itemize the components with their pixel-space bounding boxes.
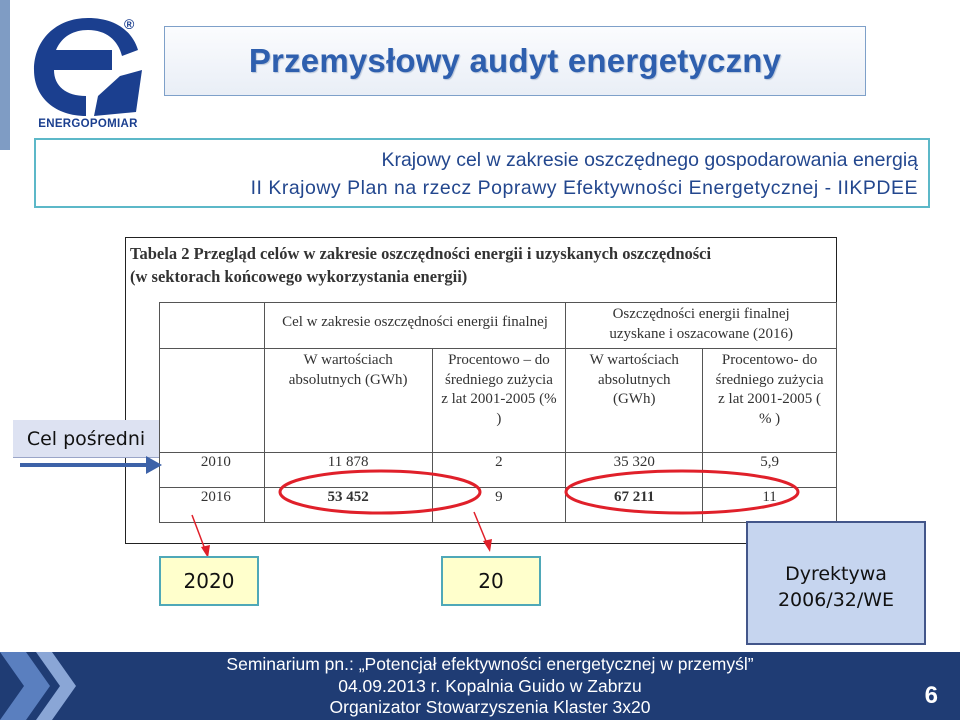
cell-abs-target: 53 452 (264, 488, 432, 523)
table-column-header-row (160, 349, 837, 453)
table-caption-line-2: (w sektorach końcowego wykorzystania energii) (130, 267, 468, 286)
subtitle-box (34, 138, 930, 208)
cell-abs-achieved: 35 320 (566, 453, 703, 488)
cell-pct-target: 9 (432, 488, 566, 523)
directive-callout (746, 521, 926, 645)
page-number: 6 (924, 682, 938, 709)
col-header-pct-achieved: Procentowo- do średniego zużycia z lat 2001-2005 ( % ) (703, 349, 837, 453)
group-header-achieved: Oszczędności energii finalnej uzyskane i oszacowane (2016) (566, 303, 837, 349)
target-year-callout: 2020 (159, 556, 259, 606)
footer-line-3: Organizator Stowarzyszenia Klaster 3x20 (329, 697, 651, 717)
footer-chevron-icon (0, 652, 100, 720)
col-header-abs-achieved: W wartościach absolutnych (GWh) (566, 349, 703, 453)
subtitle-line-1: Krajowy cel w zakresie oszczędnego gospodarowania energią (381, 149, 918, 171)
left-accent-strip (0, 0, 10, 150)
footer-line-1: Seminarium pn.: „Potencjał efektywności energetycznej w przemyśl” (226, 654, 754, 674)
cell-abs-achieved: 67 211 (566, 488, 703, 523)
footer-line-2: 04.09.2013 r. Kopalnia Guido w Zabrzu (338, 675, 642, 696)
cell-pct-achieved: 11 (703, 488, 837, 523)
slide-title: Przemysłowy audyt energetyczny (248, 42, 782, 79)
energy-savings-table (159, 302, 837, 523)
table-caption (130, 242, 711, 288)
cell-pct-target: 2 (432, 453, 566, 488)
logo-wordmark: ENERGOPOMIAR (38, 118, 138, 130)
table-caption-line-1: Tabela 2 Przegląd celów w zakresie oszczędności energii i uzyskanych oszczędności (130, 244, 712, 263)
table-group-header-row (160, 303, 837, 349)
col-header-pct-target: Procentowo – do średniego zużycia z lat 2001-2005 (% ) (432, 349, 566, 453)
col-header-abs-target: W wartościach absolutnych (GWh) (264, 349, 432, 453)
table-image (125, 237, 837, 544)
slide-title-box (164, 26, 866, 96)
target-percent-callout: 20 (441, 556, 541, 606)
cell-abs-target: 11 878 (264, 453, 432, 488)
directive-line-1: Dyrektywa (785, 563, 887, 585)
row-year: 2010 (160, 453, 265, 488)
table-blank-cell (160, 349, 265, 453)
cel-arrow-icon (18, 452, 163, 478)
registered-mark: ® (124, 16, 135, 32)
table-corner-cell (160, 303, 265, 349)
table-row (160, 488, 837, 523)
directive-line-2: 2006/32/WE (777, 589, 895, 611)
footer-bar (0, 652, 960, 720)
subtitle-line-2: II Krajowy Plan na rzecz Poprawy Efektywności Energetycznej - IIKPDEE (250, 177, 918, 199)
energopomiar-logo (28, 12, 148, 134)
row-year: 2016 (160, 488, 265, 523)
cell-pct-achieved: 5,9 (703, 453, 837, 488)
intermediate-target-label: Cel pośredni (13, 420, 159, 458)
footer-text (200, 654, 780, 719)
group-header-target: Cel w zakresie oszczędności energii finalnej (264, 303, 566, 349)
table-row (160, 453, 837, 488)
